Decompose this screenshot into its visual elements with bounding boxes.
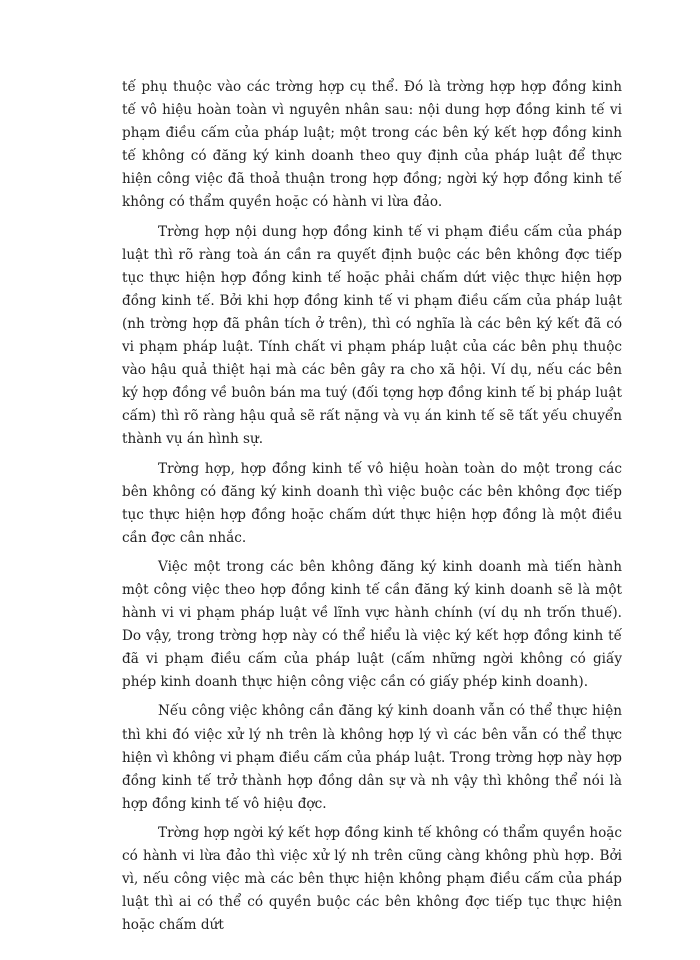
- paragraph-4: Việc một trong các bên không đăng ký kinh doanh mà tiến hành một công việc theo hợp đồng kinh tế cần đăng ký kinh doanh sẽ là một hành vi vi phạm pháp luật về lĩnh vực hành chính (ví dụ nh trốn thuế). Do vậy, trong trờng hợp này có thể hiểu là việc ký kết hợp đồng kinh tế đã vi phạm điều cấm của pháp luật (cấm những ngời không có giấy phép kinh doanh thực hiện công việc cần có giấy phép kinh doanh).: [122, 558, 622, 691]
- paragraph-3: Trờng hợp, hợp đồng kinh tế vô hiệu hoàn toàn do một trong các bên không có đăng ký kinh doanh thì việc buộc các bên không đợc tiếp tục thực hiện hợp đồng hoặc chấm dứt thực hiện hợp đồng là một điều cần đợc cân nhắc.: [122, 460, 622, 546]
- paragraph-5: Nếu công việc không cần đăng ký kinh doanh vẫn có thể thực hiện thì khi đó việc xử lý nh trên là không hợp lý vì các bên vẫn có thể thực hiện vì không vi phạm điều cấm của pháp luật. Trong trờng hợp này hợp đồng kinh tế trở thành hợp đồng dân sự và nh vậy thì không thể nói là hợp đồng kinh tế vô hiệu đợc.: [122, 703, 622, 812]
- paragraph-1: tế phụ thuộc vào các trờng hợp cụ thể. Đó là trờng hợp hợp đồng kinh tế vô hiệu hoàn toàn vì nguyên nhân sau: nội dung hợp đồng kinh tế vi phạm điều cấm của pháp luật; một trong các bên ký kết hợp đồng kinh tế không có đăng ký kinh doanh theo quy định của pháp luật để thực hiện công việc đã thoả thuận trong hợp đồng; ngời ký hợp đồng kinh tế không có thẩm quyền hoặc có hành vi lừa đảo.: [122, 79, 622, 211]
- document-body: [122, 76, 622, 943]
- paragraph-6: Trờng hợp ngời ký kết hợp đồng kinh tế không có thẩm quyền hoặc có hành vi lừa đảo thì việc xử lý nh trên cũng càng không phù hợp. Bởi vì, nếu công việc mà các bên thực hiện không phạm điều cấm của pháp luật thì ai có thể có quyền buộc các bên không đợc tiếp tục thực hiện hoặc chấm dứt: [122, 824, 622, 934]
- paragraph-2: Trờng hợp nội dung hợp đồng kinh tế vi phạm điều cấm của pháp luật thì rõ ràng toà án cần ra quyết định buộc các bên không đợc tiếp tục thực hiện hợp đồng kinh tế hoặc phải chấm dứt việc thực hiện hợp đồng kinh tế. Bởi khi hợp đồng kinh tế vi phạm điều cấm của pháp luật (nh trờng hợp đã phân tích ở trên), thì có nghĩa là các bên ký kết đã có vi phạm pháp luật. Tính chất vi phạm pháp luật của các bên phụ thuộc vào hậu quả thiệt hại mà các bên gây ra cho xã hội. Ví dụ, nếu các bên ký hợp đồng về buôn bán ma tuý (đối tợng hợp đồng kinh tế bị pháp luật cấm) thì rõ ràng hậu quả sẽ rất nặng và vụ án kinh tế sẽ tất yếu chuyển thành vụ án hình sự.: [122, 223, 622, 448]
